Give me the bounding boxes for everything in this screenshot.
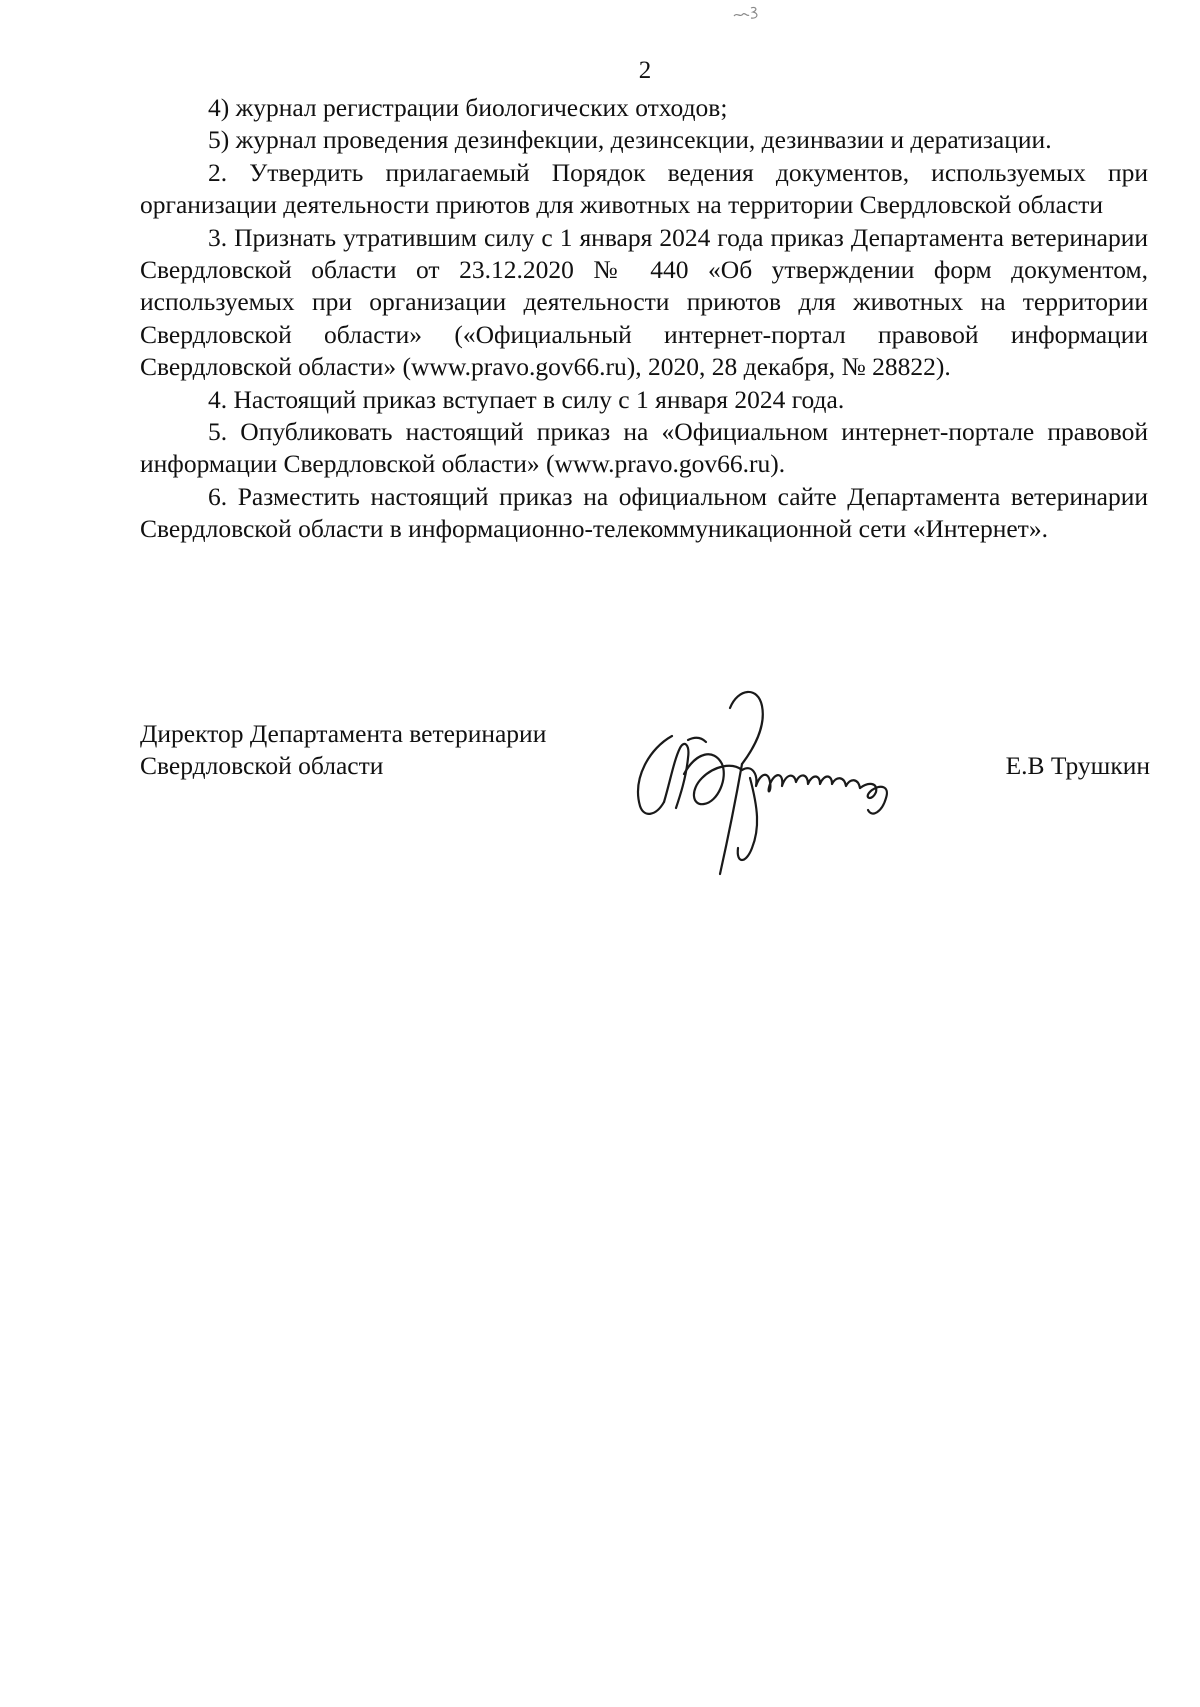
document-body — [140, 92, 1148, 546]
handwritten-mark — [732, 4, 762, 22]
list-item-journal-biological-waste: 4) журнал регистрации биологических отходов; — [208, 93, 728, 122]
signer-title-line-2: Свердловской области — [140, 751, 384, 781]
clause-5: 5. Опубликовать настоящий приказ на «Официальном интернет-портале правовой информации Свердловской области» (www.pravo.gov66.ru). — [140, 417, 1148, 479]
clause-4: 4. Настоящий приказ вступает в силу с 1 января 2024 года. — [208, 384, 845, 414]
clause-3: 3. Признать утратившим силу с 1 января 2024 года приказ Департамента ветеринарии Свердловской области от 23.12.2020 № 440 «Об утверждении форм документом, используемых при организации деятельности приютов для животных на территории Свердловской области» («Официальный интернет-портал правовой информации Свердловской области» (www.pravo.gov66.ru), 2020, 28 декабря, № 28822). — [140, 222, 1148, 382]
list-item-journal-disinfection: 5) журнал проведения дезинфекции, дезинсекции, дезинвазии и дератизации. — [208, 125, 1052, 155]
signature-block — [140, 718, 1150, 858]
clause-2: 2. Утвердить прилагаемый Порядок ведения документов, используемых при организации деятельности приютов для животных на территории Свердловской области — [140, 157, 1148, 220]
signer-name: Е.В Трушкин — [1005, 751, 1150, 780]
signer-title-line-1: Директор Департамента ветеринарии — [140, 719, 547, 748]
page-number: 2 — [638, 57, 652, 84]
signer-title — [140, 718, 546, 783]
handwritten-signature — [610, 678, 930, 878]
clause-6: 6. Разместить настоящий приказ на официальном сайте Департамента ветеринарии Свердловской области в информационно-телекоммуникационной сети «Интернет». — [140, 481, 1148, 544]
